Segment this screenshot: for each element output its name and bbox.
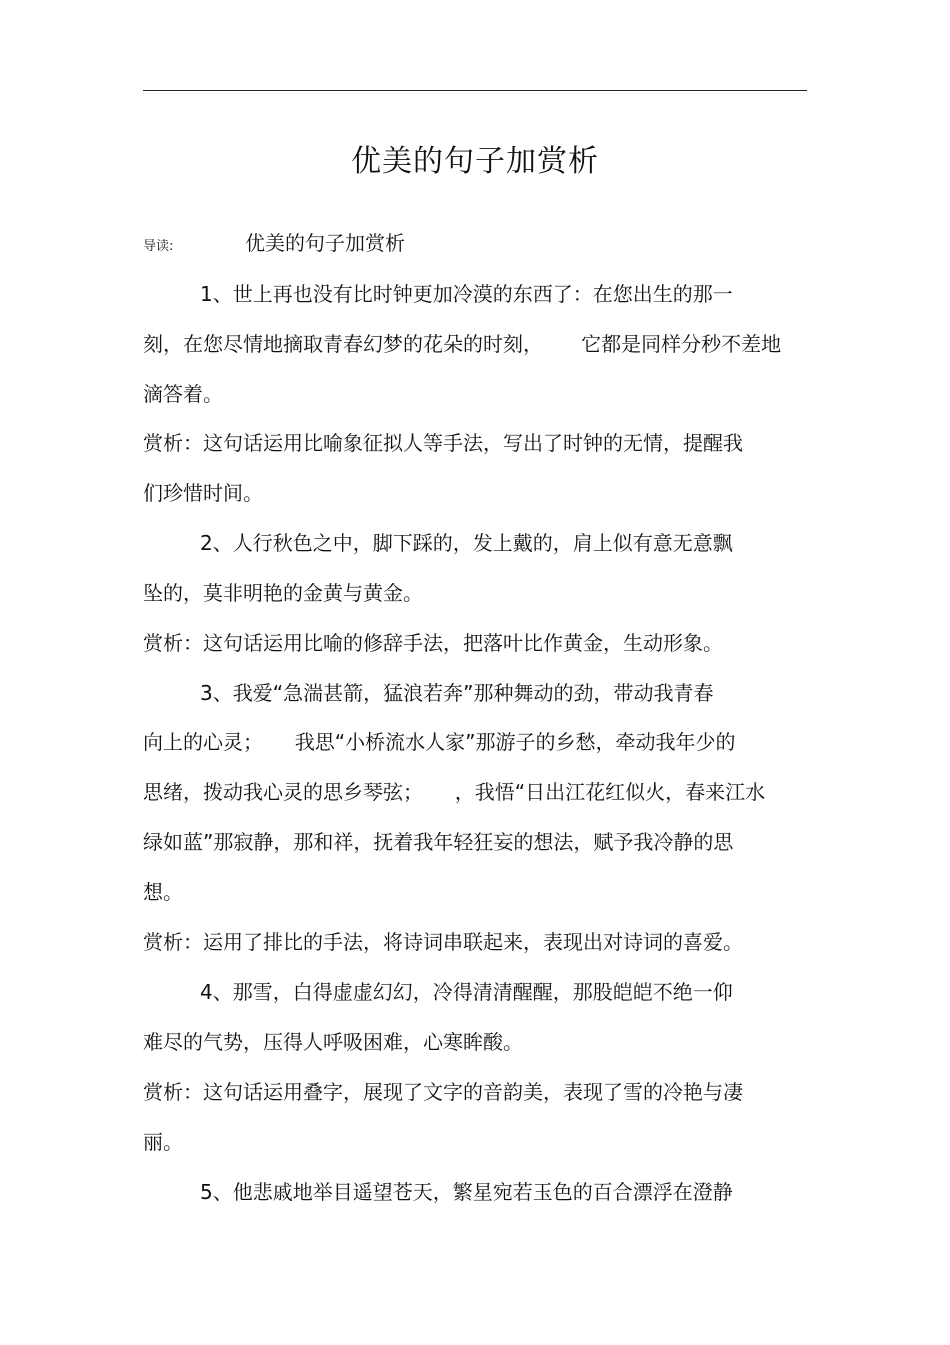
text-line: 3、我爱“急湍甚箭，猛浪若奔”那种舞动的劲，带动我青春: [200, 681, 714, 705]
text-line: 2、人行秋色之中，脚下踩的，发上戴的，肩上似有意无意飘: [200, 531, 733, 555]
text-line: 滴答着。: [143, 382, 223, 406]
analysis-line: 们珍惜时间。: [143, 481, 263, 505]
top-divider: [143, 90, 807, 91]
text-line: 绿如蓝”那寂静，那和祥，抚着我年轻狂妄的想法，赋予我冷静的思: [143, 830, 734, 854]
text-line: 向上的心灵； 我思“小桥流水人家”那游子的乡愁，牵动我年少的: [143, 730, 736, 754]
intro-line: [143, 228, 405, 258]
analysis-line: 赏析：这句话运用比喻象征拟人等手法，写出了时钟的无情，提醒我: [143, 431, 743, 455]
text-line: 1、世上再也没有比时钟更加冷漠的东西了：在您出生的那一: [200, 282, 733, 306]
analysis-line: 赏析：这句话运用比喻的修辞手法，把落叶比作黄金，生动形象。: [143, 631, 723, 655]
text-line: 难尽的气势，压得人呼吸困难，心寒眸酸。: [143, 1030, 523, 1054]
text-line: 想。: [143, 880, 183, 904]
intro-label: 导读:: [143, 239, 174, 254]
text-line: 刻，在您尽情地摘取青春幻梦的花朵的时刻， 它都是同样分秒不差地: [143, 332, 782, 356]
text-line: 坠的，莫非明艳的金黄与黄金。: [143, 581, 423, 605]
analysis-line: 赏析：运用了排比的手法，将诗词串联起来，表现出对诗词的喜爱。: [143, 930, 743, 954]
text-line: 4、那雪，白得虚虚幻幻，冷得清清醒醒，那股皑皑不绝一仰: [200, 980, 733, 1004]
text-line: 5、他悲戚地举目遥望苍天，繁星宛若玉色的百合漂浮在澄静: [200, 1180, 733, 1204]
text-line: 思绪，拨动我心灵的思乡琴弦； ，我悟“日出江花红似火，春来江水: [143, 780, 766, 804]
document-title: 优美的句子加赏析: [351, 144, 599, 179]
intro-text: 优美的句子加赏析: [245, 231, 405, 255]
analysis-line: 赏析：这句话运用叠字，展现了文字的音韵美，表现了雪的冷艳与凄: [143, 1080, 743, 1104]
analysis-line: 丽。: [143, 1130, 183, 1154]
